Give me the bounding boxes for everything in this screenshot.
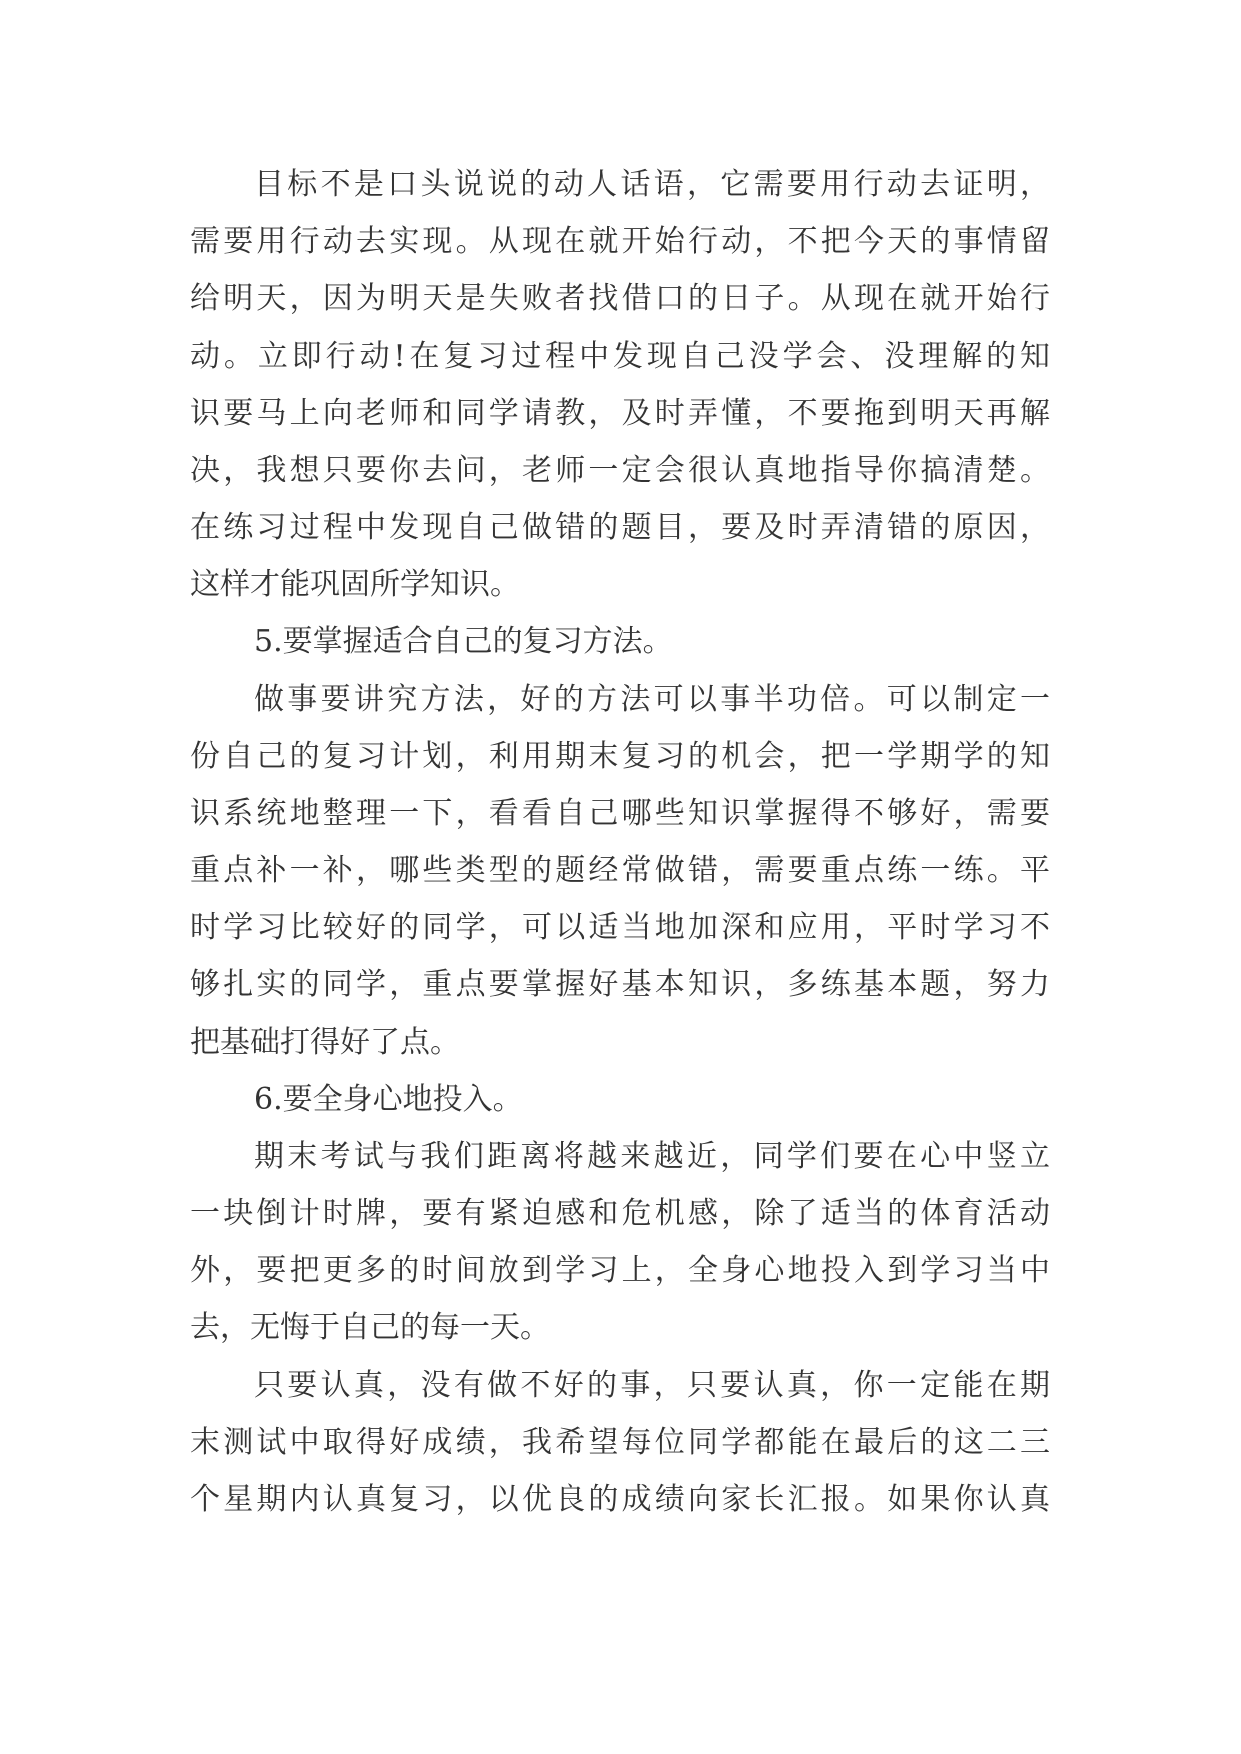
text-line: 只要认真，没有做不好的事，只要认真，你一定能在期 <box>254 1368 1050 1403</box>
text-line: 做事要讲究方法，好的方法可以事半功倍。可以制定一 <box>254 682 1050 717</box>
text-line: 这样才能巩固所学知识。 <box>190 567 520 602</box>
section-heading: 6.要全身心地投入。 <box>254 1082 523 1117</box>
text-line: 动。立即行动!在复习过程中发现自己没学会、没理解的知 <box>190 339 1050 374</box>
section-heading: 5.要掌握适合自己的复习方法。 <box>254 624 673 659</box>
text-line: 个星期内认真复习，以优良的成绩向家长汇报。如果你认真 <box>190 1482 1050 1517</box>
text-line: 目标不是口头说说的动人话语，它需要用行动去证明， <box>254 167 1050 202</box>
text-line: 识要马上向老师和同学请教，及时弄懂，不要拖到明天再解 <box>190 396 1050 431</box>
text-line: 份自己的复习计划，利用期末复习的机会，把一学期学的知 <box>190 739 1050 774</box>
text-line: 把基础打得好了点。 <box>190 1025 460 1060</box>
text-line: 够扎实的同学，重点要掌握好基本知识，多练基本题，努力 <box>190 967 1050 1002</box>
text-line: 给明天，因为明天是失败者找借口的日子。从现在就开始行 <box>190 281 1050 316</box>
text-line: 时学习比较好的同学，可以适当地加深和应用，平时学习不 <box>190 910 1050 945</box>
text-line: 在练习过程中发现自己做错的题目，要及时弄清错的原因， <box>190 510 1050 545</box>
text-line: 去，无悔于自己的每一天。 <box>190 1310 550 1345</box>
text-line: 重点补一补，哪些类型的题经常做错，需要重点练一练。平 <box>190 853 1050 888</box>
text-line: 识系统地整理一下，看看自己哪些知识掌握得不够好，需要 <box>190 796 1050 831</box>
text-line: 需要用行动去实现。从现在就开始行动，不把今天的事情留 <box>190 224 1050 259</box>
text-line: 末测试中取得好成绩，我希望每位同学都能在最后的这二三 <box>190 1425 1050 1460</box>
text-line: 一块倒计时牌，要有紧迫感和危机感，除了适当的体育活动 <box>190 1196 1050 1231</box>
text-line: 决，我想只要你去问，老师一定会很认真地指导你搞清楚。 <box>190 453 1050 488</box>
text-line: 外，要把更多的时间放到学习上，全身心地投入到学习当中 <box>190 1253 1050 1288</box>
text-line: 期末考试与我们距离将越来越近，同学们要在心中竖立 <box>254 1139 1050 1174</box>
